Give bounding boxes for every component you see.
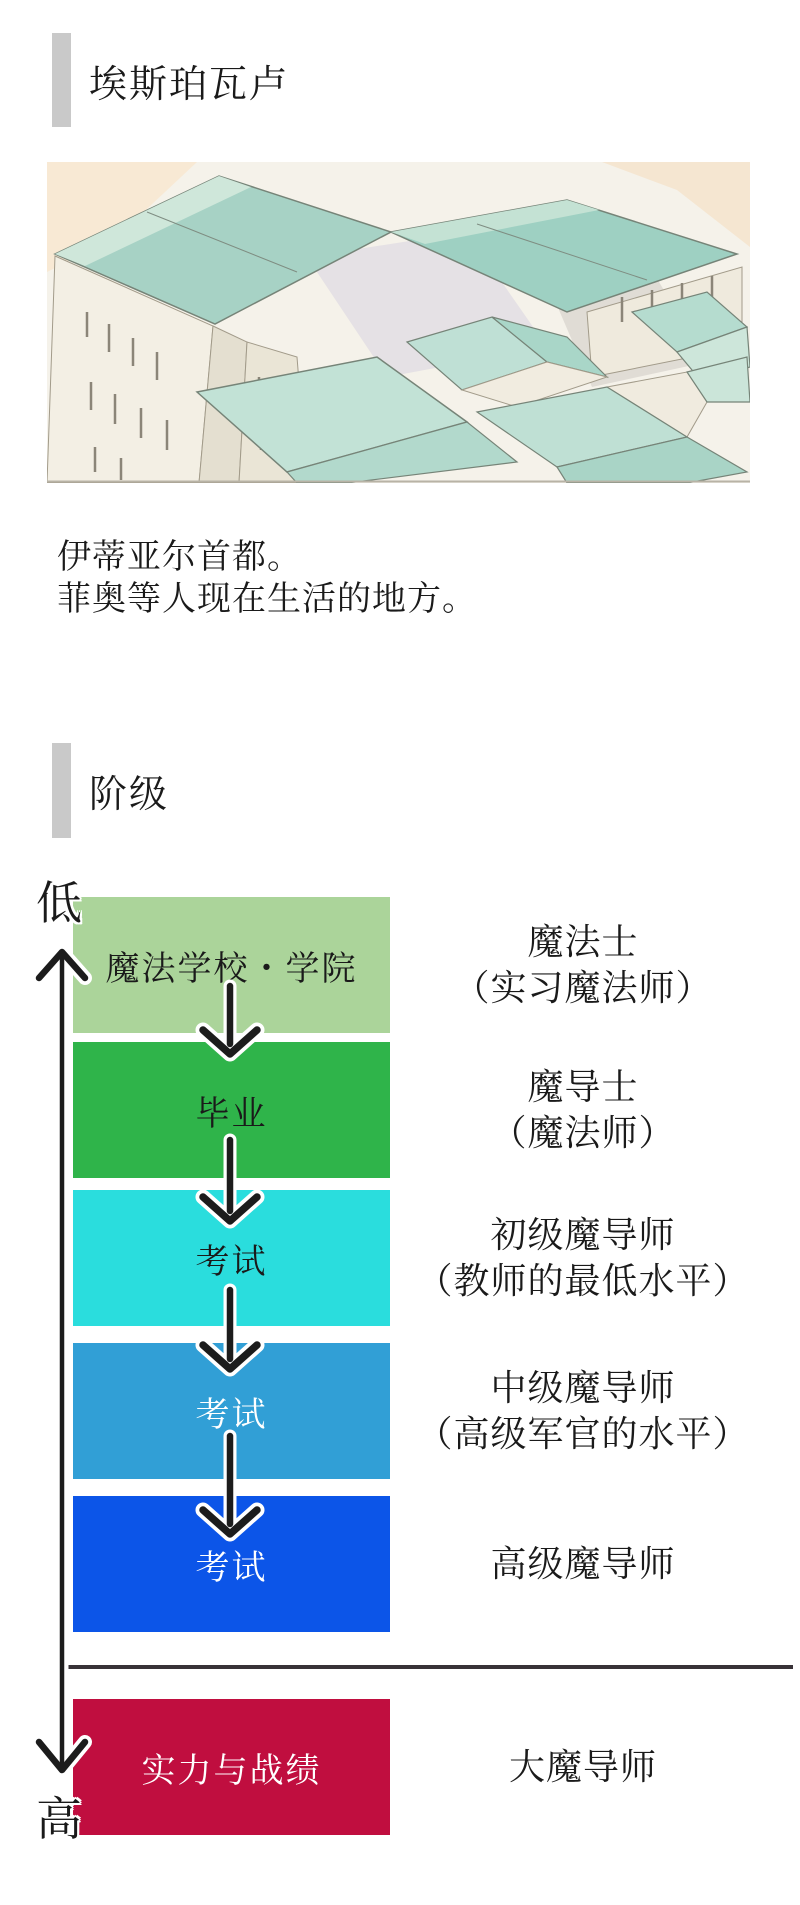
rank-subtitle: （教师的最低水平） bbox=[416, 1260, 750, 1301]
flow-box-merit: 实力与战绩 bbox=[73, 1699, 390, 1835]
rank-name: 魔导士 bbox=[527, 1066, 639, 1107]
rank-subtitle: （高级军官的水平） bbox=[416, 1413, 750, 1454]
description-line-2: 菲奥等人现在生活的地方。 bbox=[57, 580, 477, 618]
section-bar bbox=[52, 743, 71, 838]
section-title-rank: 阶级 bbox=[89, 774, 170, 816]
rank-label-4 bbox=[400, 1343, 766, 1479]
rank-label-2 bbox=[400, 1042, 766, 1178]
section-title-location: 埃斯珀瓦卢 bbox=[89, 63, 290, 106]
scale-high-label: 高 bbox=[36, 1793, 82, 1845]
flow-box-graduation: 毕业 bbox=[73, 1042, 390, 1178]
section-bar bbox=[52, 33, 71, 127]
rank-name: 高级魔导师 bbox=[490, 1543, 676, 1584]
description-text bbox=[57, 536, 477, 620]
rank-label-5 bbox=[400, 1496, 766, 1632]
section-header-rank bbox=[52, 743, 169, 838]
rank-subtitle: （实习魔法师） bbox=[453, 967, 713, 1008]
rank-label-6 bbox=[400, 1699, 766, 1835]
rank-name: 中级魔导师 bbox=[490, 1367, 676, 1408]
rank-label-1 bbox=[400, 897, 766, 1033]
scale-low-label: 低 bbox=[36, 877, 82, 929]
rank-subtitle: （魔法师） bbox=[490, 1112, 676, 1153]
rank-name: 魔法士 bbox=[527, 921, 639, 962]
rank-name: 大魔导师 bbox=[508, 1746, 657, 1787]
rank-name: 初级魔导师 bbox=[490, 1214, 676, 1255]
town-illustration bbox=[47, 162, 750, 483]
flow-box-exam-1: 考试 bbox=[73, 1190, 390, 1326]
rank-label-3 bbox=[400, 1190, 766, 1326]
flow-box-exam-3: 考试 bbox=[73, 1496, 390, 1632]
flow-box-school: 魔法学校・学院 bbox=[73, 897, 390, 1033]
section-header-location bbox=[52, 33, 289, 127]
rank-divider-line bbox=[64, 1665, 793, 1669]
flow-box-exam-2: 考试 bbox=[73, 1343, 390, 1479]
description-line-1: 伊蒂亚尔首都。 bbox=[57, 538, 302, 576]
